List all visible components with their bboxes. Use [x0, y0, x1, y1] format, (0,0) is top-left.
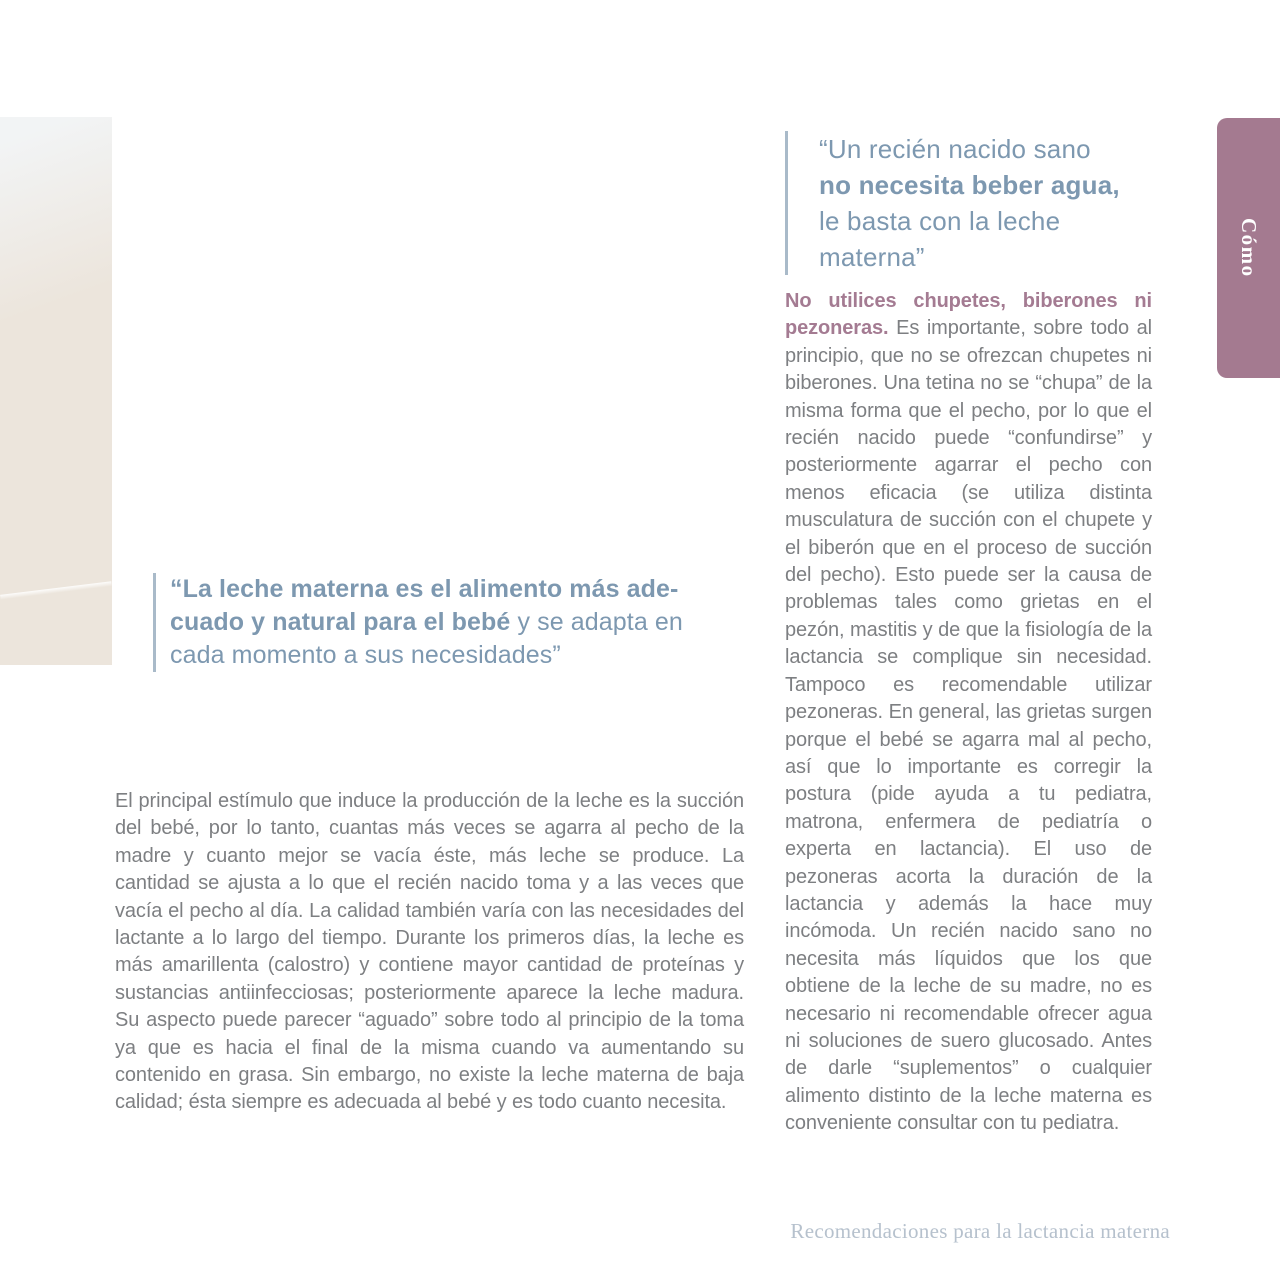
- left-column-paragraph: El principal estímulo que induce la producción de la leche es la succión del bebé, por lo tanto, cuantas más veces se agarra al pecho de la madre y cuanto mejor se vacía éste, más leche se produce. La cantidad se ajusta a lo que el recién nacido toma y a las veces que vacía el pecho al día. La calidad también varía con las necesidades del lactante a lo largo del tiempo. Durante los primeros días, la leche es más amarillenta (calostro) y contiene mayor cantidad de proteínas y sustancias antiinfecciosas; posteriormente aparece la leche madura. Su aspecto puede parecer “aguado” sobre todo al principio de la toma ya que es hacia el final de la misma cuando va aumentando su contenido en grasa. Sin embargo, no existe la leche materna de baja calidad; ésta siempre es adecuada al bebé y es todo cuanto necesita.: [115, 790, 744, 1114]
- chapter-tab-como[interactable]: [1217, 118, 1280, 378]
- photo-blanket-highlight: [0, 117, 112, 336]
- pull-quote-top-line2: no necesita beber agua,: [819, 170, 1120, 200]
- pull-quote-mid-line2-rest: y se adapta en: [510, 608, 683, 636]
- pull-quote-mid-line3: cada momento a sus necesidades”: [170, 641, 561, 669]
- right-column-paragraph: [785, 288, 1152, 1138]
- pull-quote-top-line4: materna”: [819, 242, 925, 272]
- photo-fold-line: [0, 581, 112, 600]
- chapter-tab-label: Cómo: [1237, 218, 1261, 278]
- pull-quote-mid-line2-bold: cuado y natural para el bebé: [170, 608, 511, 636]
- pull-quote-mid-line1: “La leche materna es el alimento más ade-: [170, 575, 679, 603]
- page-footer: Recomendaciones para la lactancia materna: [790, 1219, 1170, 1243]
- pull-quote-top: [785, 131, 1157, 275]
- right-column-lead: No utilices chupetes, biberones ni pezoneras.: [785, 290, 1152, 340]
- pull-quote-mid: [153, 573, 738, 672]
- right-column-body: Es importante, sobre todo al principio, que no se ofrezcan chupetes ni biberones. Una tetina no se “chupa” de la misma forma que el pecho, por lo que el recién nacido puede “confundirse” y posteriormente agarrar el pecho con menos eficacia (se utiliza distinta musculatura de succión con el chupete y el biberón que en el proceso de succión del pecho). Esto puede ser la causa de problemas tales como grietas en el pezón, mastitis y de que la fisiología de la lactancia se complique sin necesidad. Tampoco es recomendable utilizar pezoneras. En general, las grietas surgen porque el bebé se agarra mal al pecho, así que lo importante es corregir la postura (pide ayuda a tu pediatra, matrona, enfermera de pediatría o experta en lactancia). El uso de pezoneras acorta la duración de la lactancia y además la hace muy incómoda. Un recién nacido sano no necesita más líquidos que los que obtiene de la leche de su madre, no es necesario ni recomendable ofrecer agua ni soluciones de suero glucosado. Antes de darle “suplementos” o cualquier alimento distinto de la leche materna es conveniente consultar con tu pediatra.: [785, 317, 1152, 1135]
- pull-quote-mid-line2: [170, 606, 738, 639]
- pull-quote-top-line3: le basta con la leche: [819, 206, 1061, 236]
- baby-photo: [0, 117, 112, 665]
- pull-quote-top-line1: “Un recién nacido sano: [819, 134, 1091, 164]
